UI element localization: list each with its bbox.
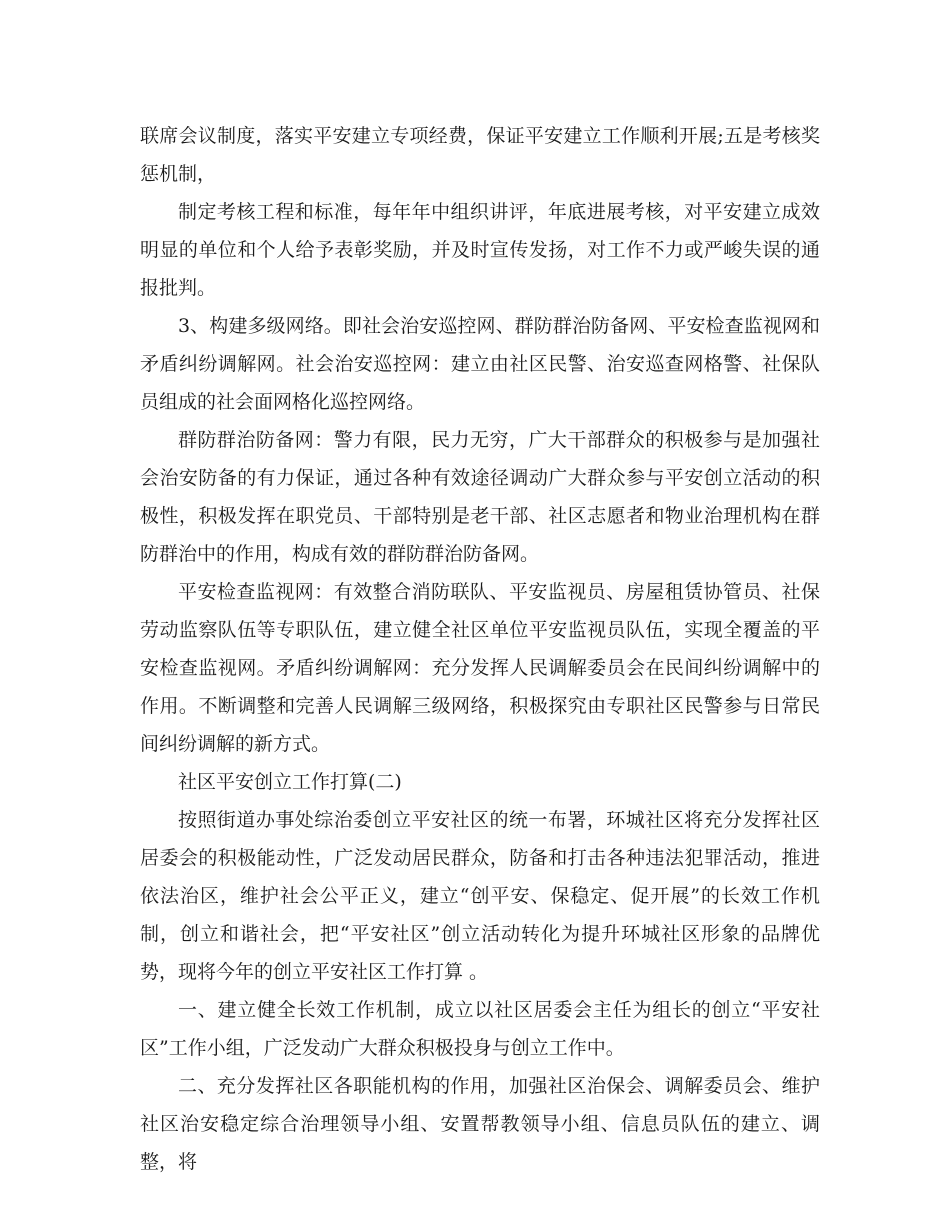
paragraph-assessment-continued: 联席会议制度，落实平安建立专项经费，保证平安建立工作顺利开展;五是考核奖惩机制， bbox=[140, 125, 820, 185]
paragraph-mass-prevention-network: 群防群治防备网：警力有限，民力无穷，广大干部群众的积极参与是加强社会治安防备的有力保证，通过各种有效途径调动广大群众参与平安创立活动的积极性，积极发挥在职党员、干部特别是老干部、社区志愿者和物业治理机构在群防群治中的作用，构成有效的群防群治防备网。 bbox=[140, 429, 820, 565]
paragraph-safety-inspection-network: 平安检查监视网：有效整合消防联队、平安监视员、房屋租赁协管员、社保劳动监察队伍等专职队伍，建立健全社区单位平安监视员队伍，实现全覆盖的平安检查监视网。矛盾纠纷调解网：充分发挥人民调解委员会在民间纠纷调解中的作用。不断调整和完善人民调解三级网络，积极探究由专职社区民警参与日常民间纠纷调解的新方式。 bbox=[140, 581, 820, 755]
paragraph-item-two: 二、充分发挥社区各职能机构的作用，加强社区治保会、调解委员会、维护社区治安稳定综合治理领导小组、安置帮教领导小组、信息员队伍的建立、调整，将 bbox=[140, 1075, 820, 1173]
paragraph-multilevel-network: 3、构建多级网络。即社会治安巡控网、群防群治防备网、平安检查监视网和矛盾纠纷调解网。社会治安巡控网：建立由社区民警、治安巡查网格警、社保队员组成的社会面网格化巡控网络。 bbox=[140, 315, 820, 413]
paragraph-item-one: 一、建立健全长效工作机制，成立以社区居委会主任为组长的创立“平安社区”工作小组，广泛发动广大群众积极投身与创立工作中。 bbox=[140, 999, 820, 1059]
paragraph-assessment-standards: 制定考核工程和标准，每年年中组织讲评，年底进展考核，对平安建立成效明显的单位和个人给予表彰奖励，并及时宣传发扬，对工作不力或严峻失误的通报批判。 bbox=[140, 201, 820, 299]
document-body bbox=[140, 117, 820, 1181]
section-heading-plan-two: 社区平安创立工作打算(二) bbox=[178, 771, 402, 793]
paragraph-plan-introduction: 按照街道办事处综治委创立平安社区的统一布署，环城社区将充分发挥社区居委会的积极能动性，广泛发动居民群众，防备和打击各种违法犯罪活动，推进依法治区，维护社会公平正义，建立“创平安、保稳定、促开展”的长效工作机制，创立和谐社会，把“平安社区”创立活动转化为提升环城社区形象的品牌优势，现将今年的创立平安社区工作打算 。 bbox=[140, 809, 820, 983]
